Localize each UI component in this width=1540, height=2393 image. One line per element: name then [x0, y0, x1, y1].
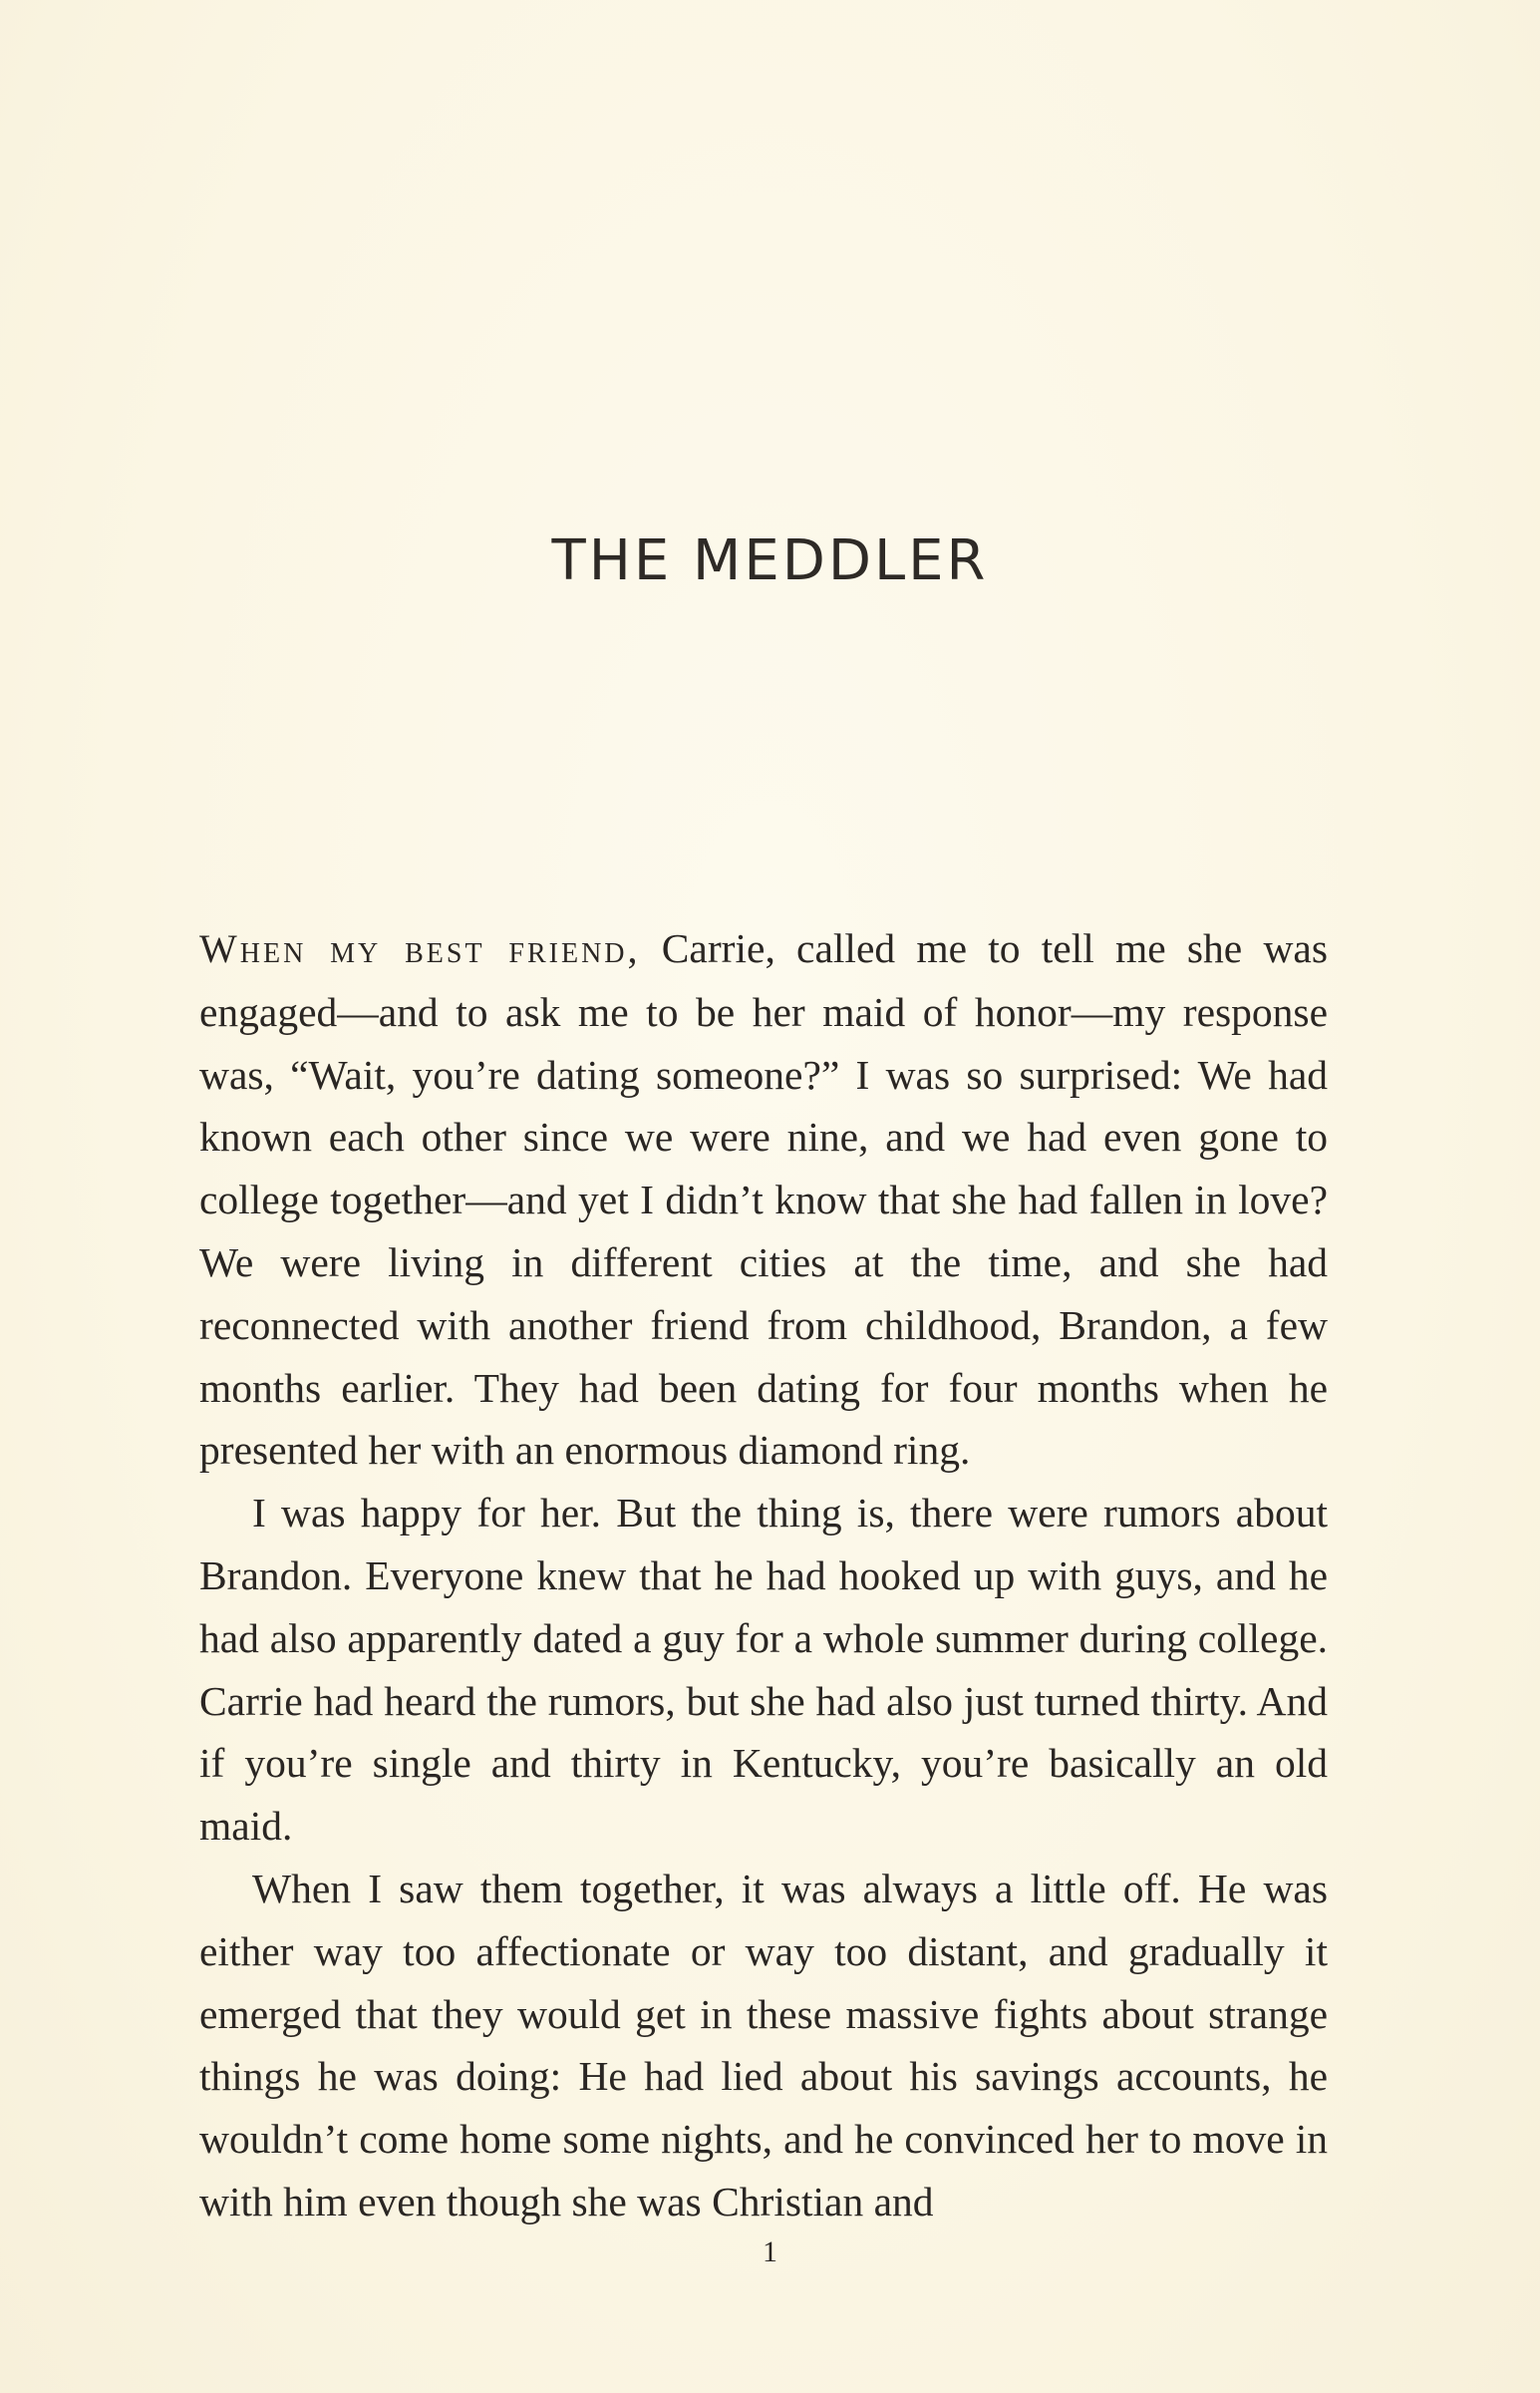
page-number: 1 [763, 2235, 777, 2268]
chapter-title: THE MEDDLER [551, 528, 989, 593]
lead-in-small-caps: When my best friend, [199, 926, 641, 971]
paragraph-2: I was happy for her. But the thing is, there were rumors about Brandon. Everyone knew that he had hooked up with guys, and he had also apparently dated a guy for a whole summer during college. Carrie had heard the rumors, but she had also just turned thirty. And if you’re single and thirty in Kentucky, you’re basically an old maid. [199, 1490, 1328, 1850]
paragraph-1 [199, 917, 1328, 1482]
paragraph-3: When I saw them together, it was always a little off. He was either way too affectionate or way too distant, and gradually it emerged that they would get in these massive fights about strange things he was doing: He had lied about his savings accounts, he wouldn’t come home some nights, and he convinced her to move in with him even though she was Christian and [199, 1865, 1328, 2224]
paragraph-1-text: Carrie, called me to tell me she was engaged—and to ask me to be her maid of honor—my response was, “Wait, you’re dating someone?” I was so surprised: We had known each other since we were nine, and we had even gone to college together—and yet I didn’t know that she had fallen in love? We were living in different cities at the time, and she had reconnected with another friend from childhood, Brandon, a few months earlier. They had been dating for four months when he presented her with an enormous diamond ring. [199, 925, 1328, 1474]
chapter-body [199, 917, 1328, 2233]
